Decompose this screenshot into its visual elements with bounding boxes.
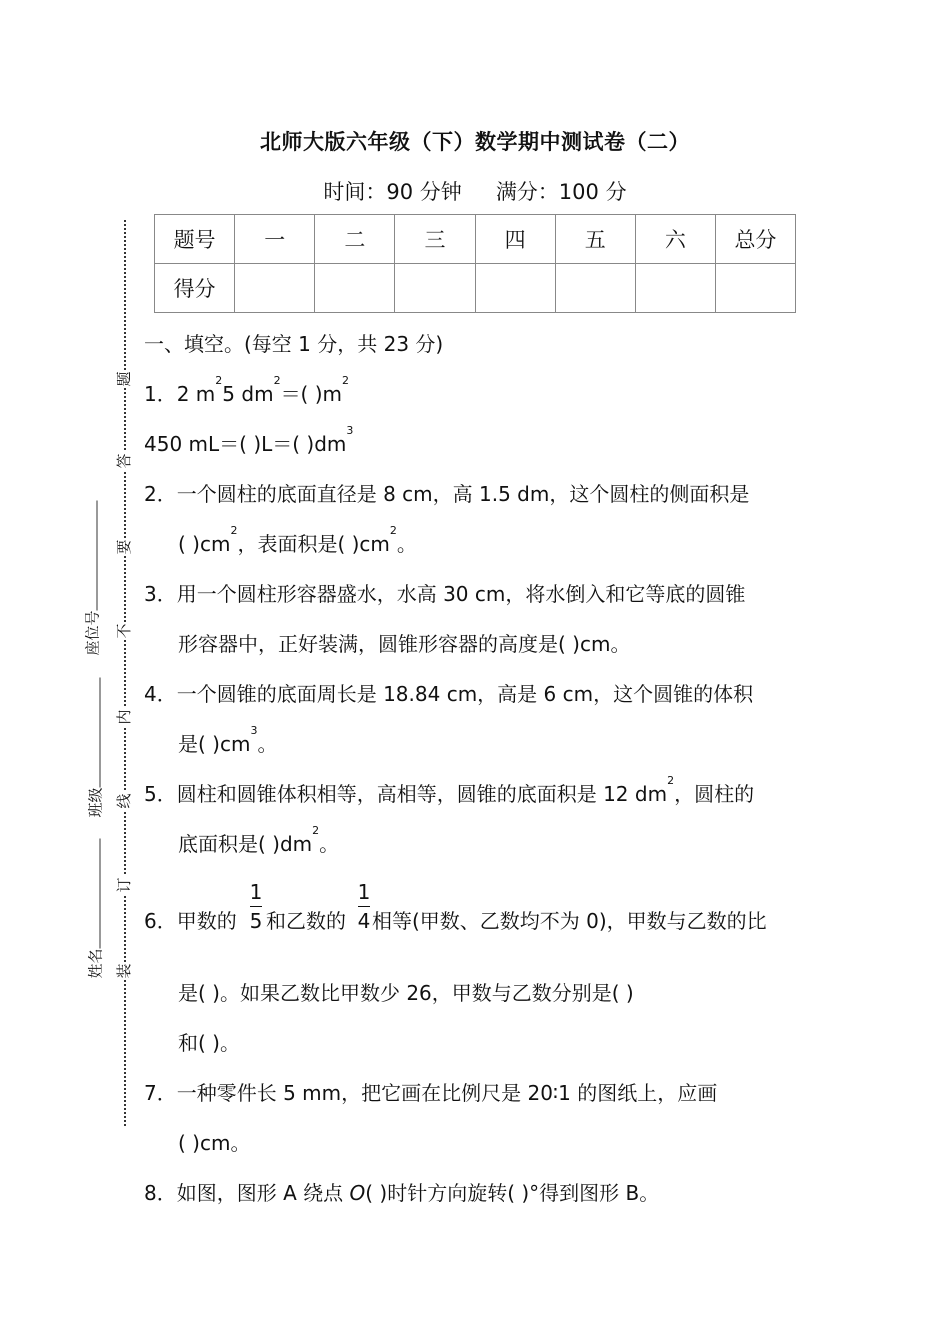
question-7b: ( )cm。 bbox=[178, 1131, 251, 1155]
score-header-cell: 六 bbox=[635, 215, 715, 264]
score-input-cell[interactable] bbox=[315, 264, 395, 313]
question-3a: 3．用一个圆柱形容器盛水，水高 30 cm，将水倒入和它等底的圆锥 bbox=[144, 582, 746, 606]
point-o: O bbox=[349, 1181, 366, 1205]
margin-char-1: 题 bbox=[115, 371, 133, 387]
seat-number-underline[interactable] bbox=[85, 500, 98, 610]
score-row-label: 得分 bbox=[155, 264, 235, 313]
fraction-denominator: 5 bbox=[249, 909, 263, 933]
fraction-bar bbox=[250, 906, 262, 907]
score-input-cell[interactable] bbox=[235, 264, 315, 313]
margin-char-3: 要 bbox=[115, 539, 133, 555]
question-2a: 2．一个圆柱的底面直径是 8 cm，高 1.5 dm，这个圆柱的侧面积是 bbox=[144, 482, 750, 506]
fraction-one-fourth bbox=[356, 880, 372, 933]
question-2b: ( )$cm^2$，表面积是( )$cm^2$。 bbox=[178, 524, 417, 556]
score-input-cell[interactable] bbox=[395, 264, 475, 313]
margin-char-2: 答 bbox=[115, 453, 133, 469]
name-label: 姓名 bbox=[86, 948, 105, 979]
name-underline[interactable] bbox=[88, 838, 101, 948]
question-5a: 5．圆柱和圆锥体积相等，高相等，圆锥的底面积是 12 $dm^2$，圆柱的 bbox=[144, 774, 755, 806]
question-1a: 1．2 $m^25$ $dm^2=$( )$m^2$ bbox=[144, 374, 350, 406]
question-3b: 形容器中，正好装满，圆锥形容器的高度是( )cm。 bbox=[178, 632, 631, 656]
margin-char-5: 内 bbox=[115, 709, 133, 725]
fraction-denominator: 4 bbox=[357, 909, 371, 933]
question-6a-part2: 和乙数的 bbox=[266, 909, 346, 933]
score-table bbox=[154, 214, 796, 313]
name-field[interactable] bbox=[85, 839, 106, 979]
question-6c: 和( )。 bbox=[178, 1031, 240, 1055]
seat-number-label: 座位号 bbox=[83, 610, 102, 656]
fraction-bar bbox=[358, 906, 370, 907]
score-table-score-row bbox=[155, 264, 796, 313]
class-label: 班级 bbox=[86, 787, 105, 818]
question-4a: 4．一个圆锥的底面周长是 18.84 cm，高是 6 cm，这个圆锥的体积 bbox=[144, 682, 754, 706]
score-table-header-row bbox=[155, 215, 796, 264]
question-8: 8．如图，图形 A 绕点 O( )时针方向旋转( )°得到图形 B。 bbox=[144, 1181, 660, 1205]
question-4b: 是( )$cm^3$。 bbox=[178, 724, 278, 756]
margin-char-8: 装 bbox=[115, 963, 133, 979]
score-header-cell: 四 bbox=[475, 215, 555, 264]
margin-char-7: 订 bbox=[115, 877, 133, 893]
question-1b: 450 mL＝( )L＝( )$dm^3$ bbox=[144, 424, 354, 456]
exam-time: 时间：90 分钟 bbox=[323, 180, 462, 204]
exam-full-score: 满分：100 分 bbox=[495, 180, 627, 204]
score-header-cell: 总分 bbox=[715, 215, 795, 264]
score-header-cell: 一 bbox=[235, 215, 315, 264]
score-input-cell[interactable] bbox=[635, 264, 715, 313]
fraction-one-fifth bbox=[248, 880, 264, 933]
margin-char-6: 线 bbox=[115, 793, 133, 809]
score-header-cell: 三 bbox=[395, 215, 475, 264]
binding-dotted-line bbox=[124, 220, 126, 1126]
margin-char-4: 不 bbox=[115, 623, 133, 639]
score-input-cell[interactable] bbox=[715, 264, 795, 313]
exam-info bbox=[0, 176, 950, 206]
class-underline[interactable] bbox=[88, 677, 101, 787]
question-5b: 底面积是( )$dm^2$。 bbox=[178, 824, 340, 856]
fraction-numerator: 1 bbox=[249, 880, 263, 904]
score-header-cell: 五 bbox=[555, 215, 635, 264]
score-input-cell[interactable] bbox=[475, 264, 555, 313]
seat-number-field[interactable] bbox=[82, 496, 103, 656]
class-field[interactable] bbox=[85, 678, 106, 818]
question-6a-part1: 6．甲数的 bbox=[144, 909, 237, 933]
fraction-numerator: 1 bbox=[357, 880, 371, 904]
question-6b: 是( )。如果乙数比甲数少 26，甲数与乙数分别是( ) bbox=[178, 981, 634, 1005]
page-title: 北师大版六年级（下）数学期中测试卷（二） bbox=[260, 130, 690, 154]
question-6a-part3: 相等(甲数、乙数均不为 0)，甲数与乙数的比 bbox=[372, 909, 767, 933]
score-header-cell: 二 bbox=[315, 215, 395, 264]
score-header-cell: 题号 bbox=[155, 215, 235, 264]
score-input-cell[interactable] bbox=[555, 264, 635, 313]
question-7a: 7．一种零件长 5 mm，把它画在比例尺是 20∶1 的图纸上，应画 bbox=[144, 1081, 718, 1105]
section-heading: 一、填空。(每空 1 分，共 23 分) bbox=[144, 332, 444, 356]
